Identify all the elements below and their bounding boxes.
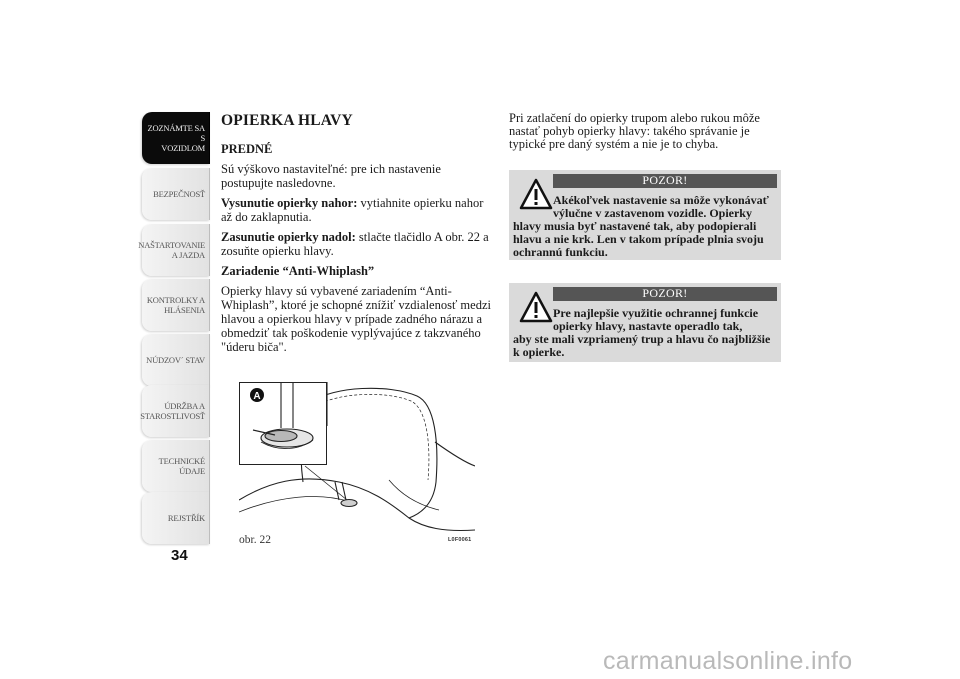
raise-instruction bbox=[221, 196, 493, 224]
warning-triangle-icon bbox=[519, 178, 553, 210]
tab-rejstrik[interactable] bbox=[142, 492, 210, 544]
intro-paragraph: Sú výškovo nastaviteľné: pre ich nastavenie postupujte nasledovne. bbox=[221, 162, 441, 190]
tab-label: TECHNICKÉ bbox=[158, 456, 205, 466]
page-number: 34 bbox=[171, 547, 188, 564]
watermark: carmanualsonline.info bbox=[603, 647, 853, 675]
raise-text: vytiahnite opierku nahor až do zaklapnutia. bbox=[221, 196, 484, 224]
tab-label: KONTROLKY A bbox=[146, 295, 205, 305]
section-subtitle: PREDNÉ bbox=[221, 142, 273, 156]
tab-zoznamte-sa-s-vozidlom[interactable] bbox=[142, 112, 210, 164]
headrest-illustration bbox=[239, 382, 475, 532]
warning-heading: POZOR! bbox=[553, 174, 777, 188]
tab-label: BEZPEČNOSŤ bbox=[153, 189, 205, 199]
warning-heading: POZOR! bbox=[553, 287, 777, 301]
tab-technicke-udaje[interactable] bbox=[142, 440, 210, 492]
section-title: OPIERKA HLAVY bbox=[221, 112, 353, 129]
figure-caption: obr. 22 bbox=[239, 534, 271, 546]
left-column bbox=[221, 112, 493, 354]
raise-label: Vysunutie opierky nahor: bbox=[221, 196, 358, 210]
tab-kontrolky-a-hlasenia[interactable] bbox=[142, 279, 210, 331]
warning-text-rest: hlavy musia byť nastavené tak, aby podopierali hlavu a nie krk. Len v takom prípade plnia svoju ochrannú funkciu. bbox=[513, 219, 764, 259]
tab-nudzovy-stav[interactable] bbox=[142, 334, 210, 386]
tab-label: NÚDZOV´ STAV bbox=[146, 355, 205, 365]
warning-text-first: Akékoľvek nastavenie sa môže vykonávať výlučne v zastavenom vozidle. Opierky bbox=[553, 193, 769, 220]
headrest-figure bbox=[239, 382, 475, 532]
tab-label: REJSTŘÍK bbox=[167, 513, 205, 523]
tab-bezpecnost[interactable] bbox=[142, 168, 210, 220]
callout-label: A bbox=[253, 391, 261, 402]
warning-text-first: Pre najlepšie využitie ochrannej funkcie opierky hlavy, nastavte operadlo tak, bbox=[553, 306, 759, 333]
warning-triangle-icon bbox=[519, 291, 553, 323]
tab-label: ÚDAJE bbox=[179, 466, 205, 476]
warning-box bbox=[509, 283, 781, 362]
warning-box bbox=[509, 170, 781, 260]
tab-label: ÚDRŽBA A bbox=[164, 401, 205, 411]
tab-nastartovanie-a-jazda[interactable] bbox=[138, 224, 210, 276]
tab-label: STAROSTLIVOSŤ bbox=[140, 411, 205, 421]
lower-label: Zasunutie opierky nadol: bbox=[221, 230, 356, 244]
lower-text: stlačte tlačidlo A obr. 22 a zosuňte opierku hlavy. bbox=[221, 230, 489, 258]
device-heading: Zariadenie “Anti-Whiplash” bbox=[221, 264, 375, 278]
right-intro: Pri zatlačení do opierky trupom alebo rukou môže nastať pohyb opierky hlavy: takého správanie je typické pre daný systém a nie je to chyba. bbox=[509, 111, 760, 151]
device-paragraph: Opierky hlavy sú vybavené zariadením “Anti-Whiplash”, ktoré je schopné znížiť vzdialenosť medzi hlavou a opierkou hlavy v prípade zadného nárazu a obmedziť tak poškodenie vyplývajúce z takzvaného "úderu biča". bbox=[221, 284, 491, 354]
tab-label: HLÁSENIA bbox=[164, 305, 205, 315]
tab-label: A JAZDA bbox=[171, 250, 205, 260]
figure-code: L0F0061 bbox=[448, 537, 472, 543]
warning-text-rest: aby ste mali vzpriamený trup a hlavu čo najbližšie k opierke. bbox=[513, 332, 771, 359]
tab-label: NAŠTARTOVANIE bbox=[138, 240, 205, 250]
lower-instruction bbox=[221, 230, 493, 258]
tab-label: VOZIDLOM bbox=[161, 143, 205, 153]
tab-udrzba-a-starostlivost[interactable] bbox=[142, 385, 210, 437]
tab-label: ZOZNÁMTE SA S bbox=[147, 123, 205, 143]
